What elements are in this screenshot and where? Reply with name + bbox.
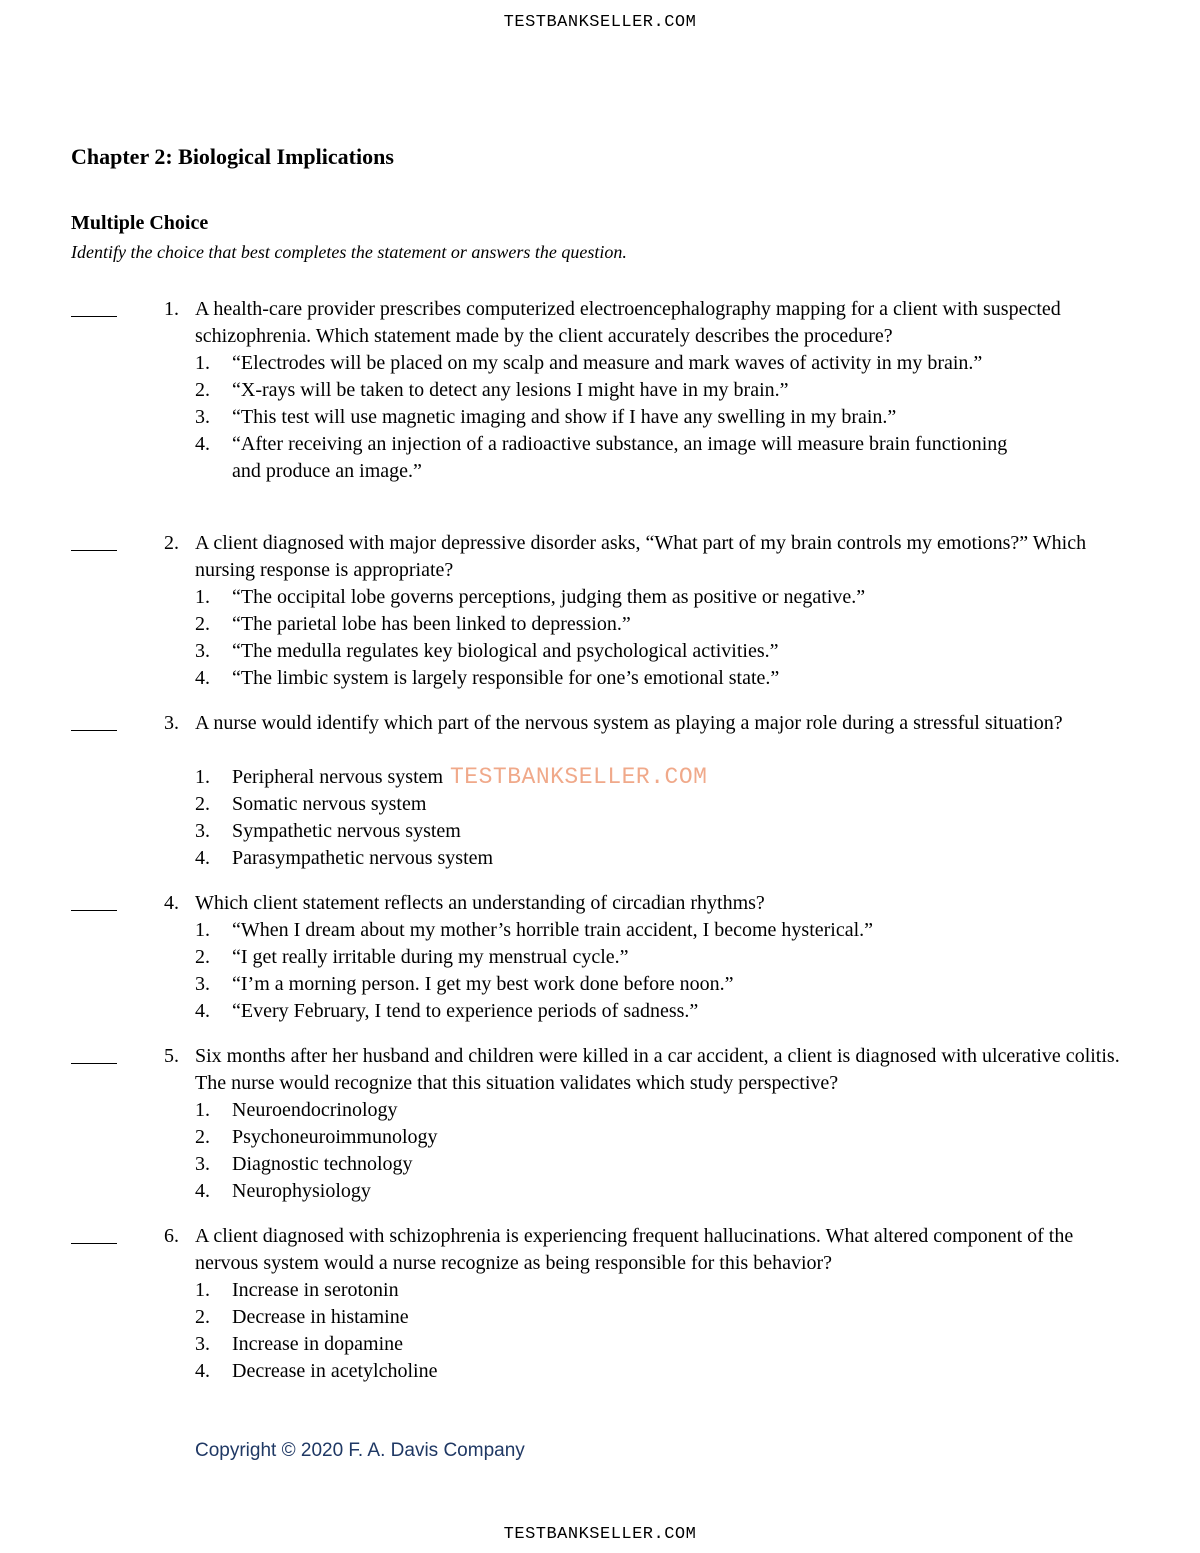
option-number: 4. — [195, 847, 210, 869]
option-number: 1. — [195, 1279, 210, 1301]
option-number: 4. — [195, 1360, 210, 1382]
option-text: Neurophysiology — [232, 1180, 371, 1202]
option-number: 2. — [195, 613, 210, 635]
watermark: TESTBANKSELLER.COM — [450, 764, 708, 790]
answer-option[interactable] — [195, 611, 1025, 638]
answer-blank[interactable] — [71, 296, 117, 317]
answer-option[interactable] — [195, 998, 1025, 1025]
question-stem: Six months after her husband and children were killed in a car accident, a client is diagnosed with ulcerative colitis. The nurse would recognize that this situation validates which study perspective? — [195, 1045, 1120, 1094]
answer-options — [195, 584, 1025, 692]
option-number: 1. — [195, 352, 210, 374]
answer-blank[interactable] — [71, 530, 117, 551]
answer-blank[interactable] — [71, 1223, 117, 1244]
option-text: Peripheral nervous system — [232, 766, 444, 788]
option-number: 2. — [195, 379, 210, 401]
option-text: “When I dream about my mother’s horrible train accident, I become hysterical.” — [232, 919, 874, 941]
option-text: Increase in dopamine — [232, 1333, 404, 1355]
answer-option[interactable] — [195, 845, 1025, 872]
option-number: 3. — [195, 1153, 210, 1175]
answer-option[interactable] — [195, 431, 1025, 485]
answer-option[interactable] — [195, 1331, 1025, 1358]
site-header: TESTBANKSELLER.COM — [503, 13, 697, 32]
question-number: 4. — [164, 892, 179, 914]
copyright-notice: Copyright © 2020 F. A. Davis Company — [195, 1440, 525, 1461]
question-number: 5. — [164, 1045, 179, 1067]
answer-option[interactable] — [195, 584, 1025, 611]
option-number: 3. — [195, 820, 210, 842]
option-number: 4. — [195, 1180, 210, 1202]
section-instructions: Identify the choice that best completes the statement or answers the question. — [71, 242, 627, 262]
option-number: 2. — [195, 1306, 210, 1328]
question-number: 3. — [164, 712, 179, 734]
answer-option[interactable] — [195, 1304, 1025, 1331]
option-text: “I get really irritable during my menstrual cycle.” — [232, 946, 629, 968]
answer-options — [195, 1277, 1025, 1385]
chapter-title: Chapter 2: Biological Implications — [71, 144, 394, 169]
answer-option[interactable] — [195, 1277, 1025, 1304]
answer-options — [195, 1097, 1025, 1205]
option-number: 1. — [195, 1099, 210, 1121]
answer-option[interactable] — [195, 665, 1025, 692]
answer-option[interactable] — [195, 917, 1025, 944]
answer-option[interactable] — [195, 818, 1025, 845]
option-text: “After receiving an injection of a radioactive substance, an image will measure brain functioning and produce an image.” — [232, 433, 1008, 482]
answer-option[interactable] — [195, 791, 1025, 818]
option-text: Psychoneuroimmunology — [232, 1126, 438, 1148]
answer-blank[interactable] — [71, 1043, 117, 1064]
answer-blank[interactable] — [71, 890, 117, 911]
option-text: “The limbic system is largely responsible for one’s emotional state.” — [232, 667, 780, 689]
question-stem: A health-care provider prescribes computerized electroencephalography mapping for a client with suspected schizophrenia. Which statement made by the client accurately describes the procedure? — [195, 298, 1061, 347]
option-text: “The medulla regulates key biological and psychological activities.” — [232, 640, 779, 662]
answer-option[interactable] — [195, 350, 1025, 377]
option-text: Decrease in acetylcholine — [232, 1360, 438, 1382]
option-text: “The parietal lobe has been linked to depression.” — [232, 613, 631, 635]
answer-options — [195, 917, 1025, 1025]
question-number: 1. — [164, 298, 179, 320]
answer-option[interactable] — [195, 1151, 1025, 1178]
answer-option[interactable] — [195, 404, 1025, 431]
question-stem: A client diagnosed with major depressive disorder asks, “What part of my brain controls my emotions?” Which nursing response is appropriate? — [195, 532, 1087, 581]
option-number: 3. — [195, 1333, 210, 1355]
option-number: 3. — [195, 406, 210, 428]
answer-blank[interactable] — [71, 710, 117, 731]
option-number: 4. — [195, 433, 210, 455]
option-number: 2. — [195, 946, 210, 968]
answer-option[interactable] — [195, 944, 1025, 971]
option-text: Decrease in histamine — [232, 1306, 409, 1328]
option-number: 1. — [195, 766, 210, 788]
option-text: Diagnostic technology — [232, 1153, 413, 1175]
option-text: “X-rays will be taken to detect any lesions I might have in my brain.” — [232, 379, 789, 401]
option-number: 1. — [195, 586, 210, 608]
question-stem: Which client statement reflects an understanding of circadian rhythms? — [195, 892, 765, 914]
option-text: “I’m a morning person. I get my best work done before noon.” — [232, 973, 734, 995]
answer-options — [195, 350, 1025, 485]
option-number: 2. — [195, 1126, 210, 1148]
question-stem: A client diagnosed with schizophrenia is experiencing frequent hallucinations. What altered component of the nervous system would a nurse recognize as being responsible for this behavior? — [195, 1225, 1074, 1274]
answer-option[interactable] — [195, 1178, 1025, 1205]
answer-option[interactable] — [195, 1124, 1025, 1151]
option-number: 4. — [195, 667, 210, 689]
question-stem: A nurse would identify which part of the nervous system as playing a major role during a stressful situation? — [195, 712, 1063, 734]
option-text: “This test will use magnetic imaging and show if I have any swelling in my brain.” — [232, 406, 897, 428]
answer-option[interactable] — [195, 377, 1025, 404]
option-text: “Every February, I tend to experience periods of sadness.” — [232, 1000, 699, 1022]
answer-option[interactable] — [195, 1358, 1025, 1385]
option-text: “The occipital lobe governs perceptions, judging them as positive or negative.” — [232, 586, 866, 608]
option-text: Somatic nervous system — [232, 793, 427, 815]
question-number: 2. — [164, 532, 179, 554]
option-number: 3. — [195, 640, 210, 662]
question-number: 6. — [164, 1225, 179, 1247]
option-text: Increase in serotonin — [232, 1279, 399, 1301]
answer-option[interactable] — [195, 1097, 1025, 1124]
section-title: Multiple Choice — [71, 212, 209, 234]
option-text: “Electrodes will be placed on my scalp and measure and mark waves of activity in my brain.” — [232, 352, 983, 374]
option-number: 2. — [195, 793, 210, 815]
site-footer: TESTBANKSELLER.COM — [503, 1525, 697, 1544]
option-number: 1. — [195, 919, 210, 941]
option-number: 3. — [195, 973, 210, 995]
option-text: Sympathetic nervous system — [232, 820, 461, 842]
option-number: 4. — [195, 1000, 210, 1022]
answer-option[interactable] — [195, 638, 1025, 665]
answer-option[interactable] — [195, 971, 1025, 998]
option-text: Neuroendocrinology — [232, 1099, 398, 1121]
option-text: Parasympathetic nervous system — [232, 847, 494, 869]
